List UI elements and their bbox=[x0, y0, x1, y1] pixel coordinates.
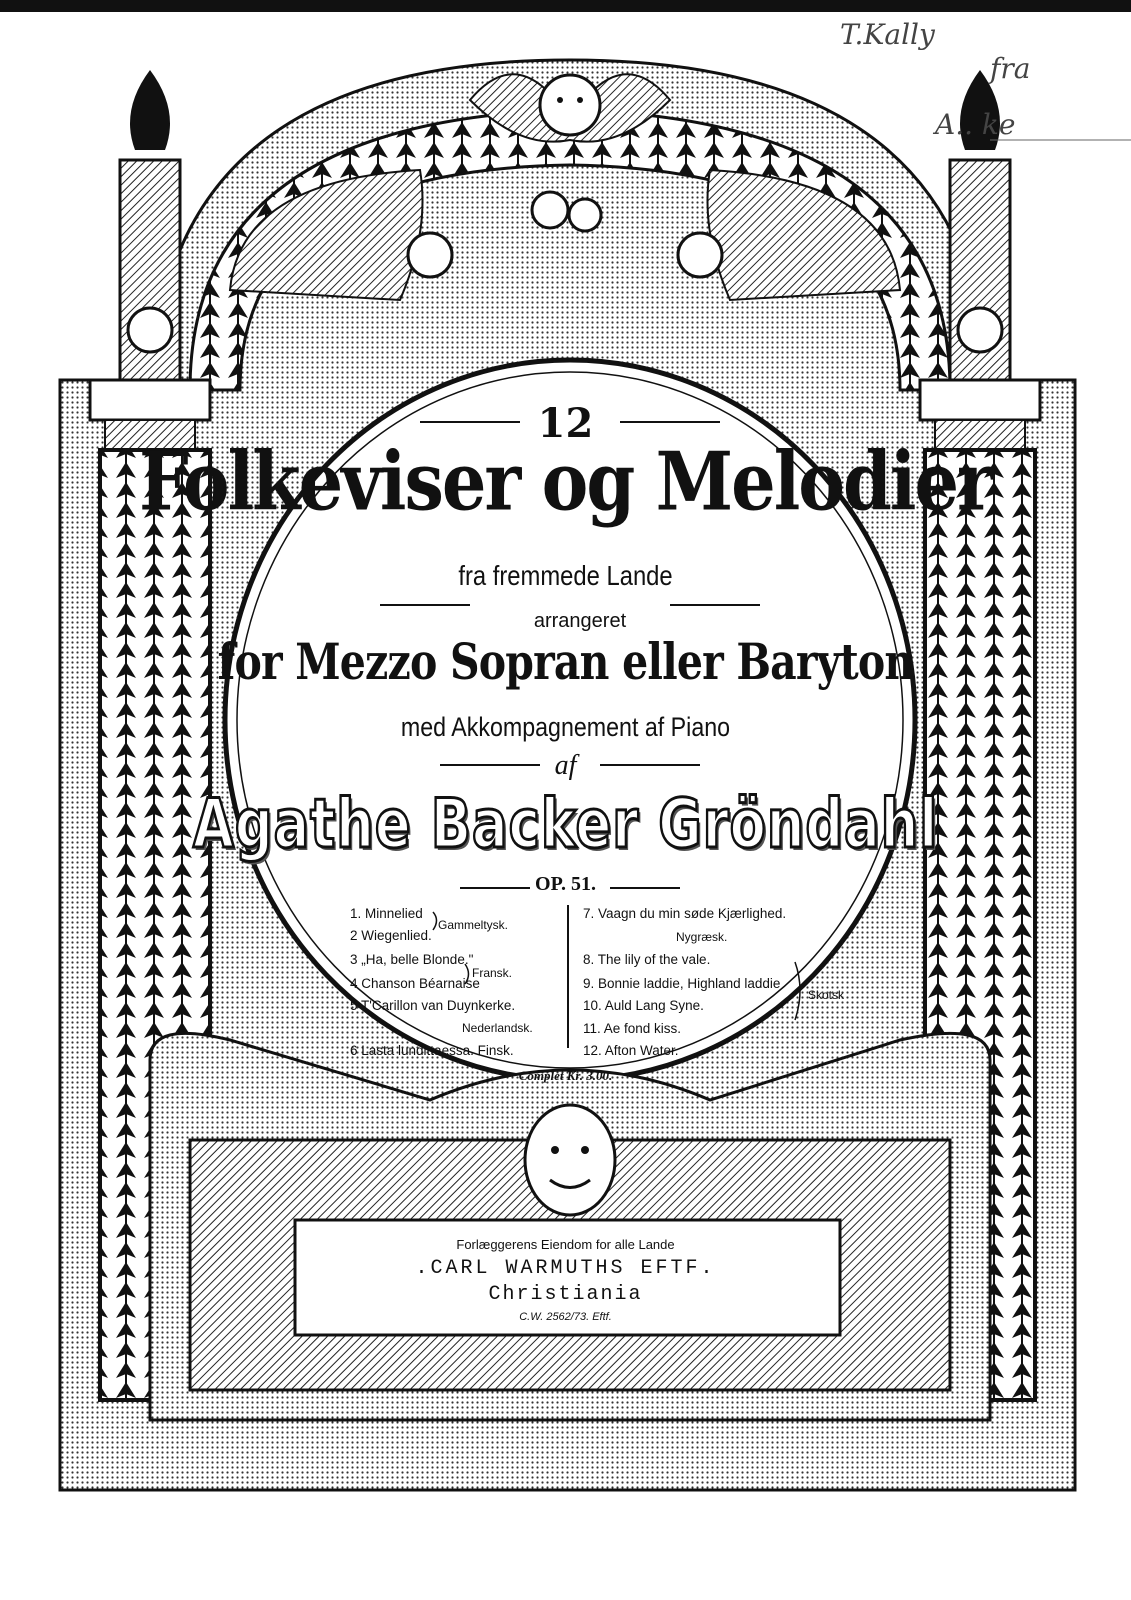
song-item: 5 T'Carillon van Duynkerke. bbox=[350, 998, 516, 1013]
opus-number: OP. 51. bbox=[535, 873, 596, 895]
arranged-label: arrangeret bbox=[533, 610, 627, 632]
song-item: 12. Afton Water. bbox=[583, 1043, 679, 1058]
rights-notice: Forlæggerens Eiendom for alle Lande bbox=[456, 1237, 675, 1252]
song-item: 4 Chanson Béarnaise bbox=[350, 976, 480, 991]
collection-number: 12 bbox=[537, 400, 594, 447]
price-label: Complet Kr. 3.00. bbox=[518, 1068, 613, 1083]
handwritten-inscription-line1: T.Kally bbox=[840, 18, 935, 51]
composer-name: Agathe Backer Gröndahl bbox=[192, 785, 939, 864]
song-item: 3 „Ha, belle Blonde." bbox=[350, 952, 474, 967]
plate-number: C.W. 2562/73. Eftf. bbox=[519, 1311, 612, 1323]
handwritten-inscription-line3: A.. ke bbox=[935, 108, 1016, 141]
voice-line: for Mezzo Sopran eller Baryton bbox=[217, 632, 914, 691]
origin-label-nederlandsk: Nederlandsk. bbox=[462, 1021, 533, 1035]
by-label: af bbox=[554, 750, 577, 781]
top-border bbox=[0, 0, 1131, 12]
song-item: 11. Ae fond kiss. bbox=[583, 1021, 682, 1036]
origin-label-nygraesk: Nygræsk. bbox=[676, 930, 728, 944]
song-item: 9. Bonnie laddie, Highland laddie bbox=[583, 976, 781, 991]
origin-label-gammeltysk: Gammeltysk. bbox=[438, 918, 509, 932]
subtitle: fra fremmede Lande bbox=[458, 560, 673, 591]
mask-ornament bbox=[525, 1105, 615, 1215]
accompaniment-line: med Akkompagnement af Piano bbox=[400, 712, 731, 742]
song-item: 1. Minnelied bbox=[350, 906, 423, 921]
song-item: 6 Lasta lundittaessa. Finsk. bbox=[350, 1043, 514, 1058]
song-item: 2 Wiegenlied. bbox=[350, 928, 432, 943]
origin-label-skotsk: Skotsk bbox=[808, 988, 845, 1002]
main-title: Folkeviser og Melodier bbox=[139, 433, 992, 530]
song-item: 8. The lily of the vale. bbox=[583, 952, 711, 967]
origin-label-fransk: Fransk. bbox=[472, 966, 513, 980]
publisher-city: Christiania bbox=[488, 1283, 643, 1306]
publisher-name: .CARL WARMUTHS EFTF. bbox=[415, 1257, 716, 1280]
song-item: 7. Vaagn du min søde Kjærlighed. bbox=[583, 906, 787, 921]
song-item: 10. Auld Lang Syne. bbox=[583, 998, 704, 1013]
handwritten-inscription-line2: fra bbox=[990, 52, 1031, 85]
